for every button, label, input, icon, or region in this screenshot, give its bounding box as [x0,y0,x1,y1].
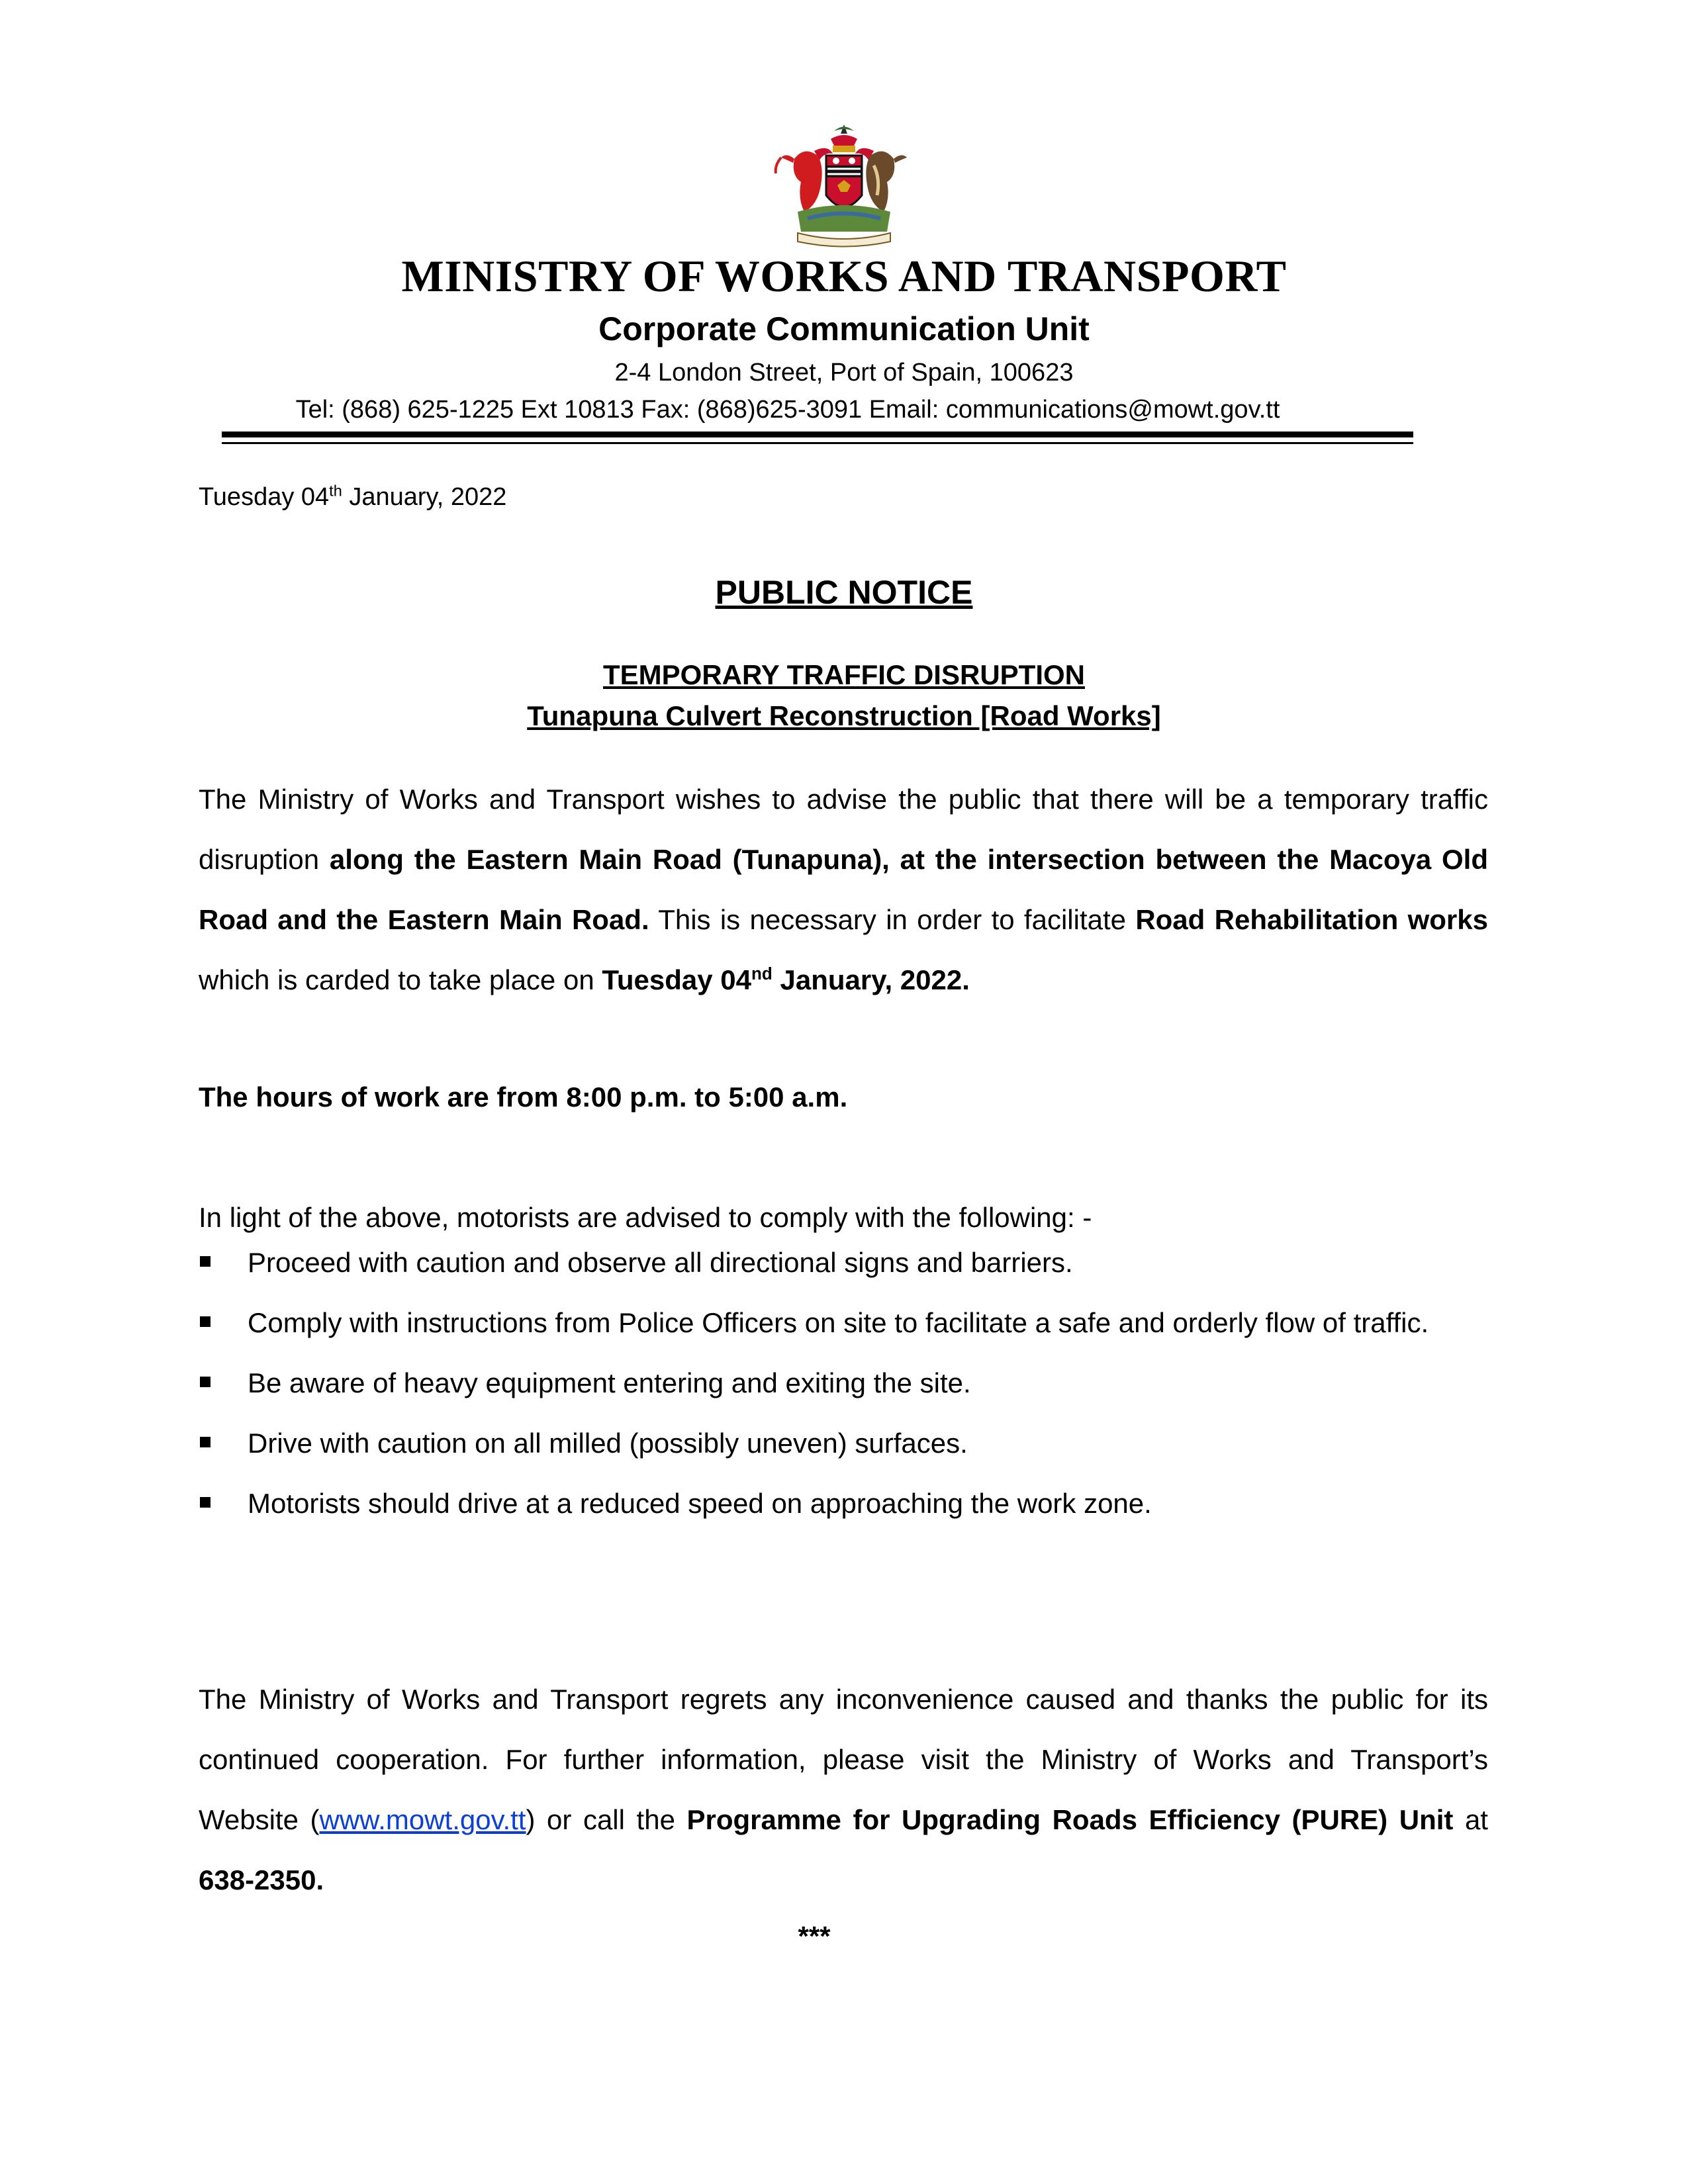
bullet-square-icon [200,1377,211,1387]
notice-title: PUBLIC NOTICE [715,574,973,611]
header-divider-thick [222,432,1413,437]
bullet-square-icon [200,1256,211,1267]
notice-project: Tunapuna Culvert Reconstruction [Road Works] [527,700,1161,731]
contact-line: Tel: (868) 625-1225 Ext 10813 Fax: (868)625-3091 Email: communications@mowt.gov.tt [295,396,1280,424]
advisory-paragraph: The Ministry of Works and Transport wishes to advise the public that there will be a temporary traffic disruption along the Eastern Main Road (Tunapuna), at the intersection between the Macoya Old Road and the Eastern Main Road. This is necessary in order to facilitate Road Rehabilitation works which is carded to take place on Tuesday 04nd January, 2022. [199,784,1488,995]
list-item: Comply with instructions from Police Officers on site to facilitate a safe and orderly flow of traffic. [199,1293,1488,1353]
advice-list [199,1232,1488,1533]
work-hours: The hours of work are from 8:00 p.m. to 5:00 a.m. [199,1081,848,1113]
bullet-square-icon [200,1316,211,1327]
list-item: Motorists should drive at a reduced speed on approaching the work zone. [199,1473,1488,1533]
list-item: Be aware of heavy equipment entering and exiting the site. [199,1353,1488,1413]
bullet-square-icon [200,1497,211,1508]
list-item: Proceed with caution and observe all directional signs and barriers. [199,1232,1488,1293]
website-link[interactable]: www.mowt.gov.tt [319,1804,526,1835]
notice-subtitle: TEMPORARY TRAFFIC DISRUPTION [602,659,1085,690]
ministry-name: MINISTRY OF WORKS AND TRANSPORT [401,251,1287,301]
end-marker: *** [798,1921,831,1952]
notice-date: Tuesday 04th January, 2022 [199,482,507,511]
ministry-address: 2-4 London Street, Port of Spain, 100623 [614,359,1074,387]
closing-paragraph: The Ministry of Works and Transport regrets any inconvenience caused and thanks the public for its continued cooperation. For further information, please visit the Ministry of Works and Transport’s Website (www.mowt.gov.tt) or call the Programme for Upgrading Roads Efficiency (PURE) Unit at 638-2350. [199,1684,1488,1895]
header-divider-thin [222,442,1413,444]
advice-intro: In light of the above, motorists are advised to comply with the following: - [199,1202,1092,1233]
coat-of-arms-logo [768,119,920,251]
bullet-square-icon [200,1437,211,1447]
unit-name: Corporate Communication Unit [598,310,1090,347]
list-item: Drive with caution on all milled (possibly uneven) surfaces. [199,1413,1488,1473]
